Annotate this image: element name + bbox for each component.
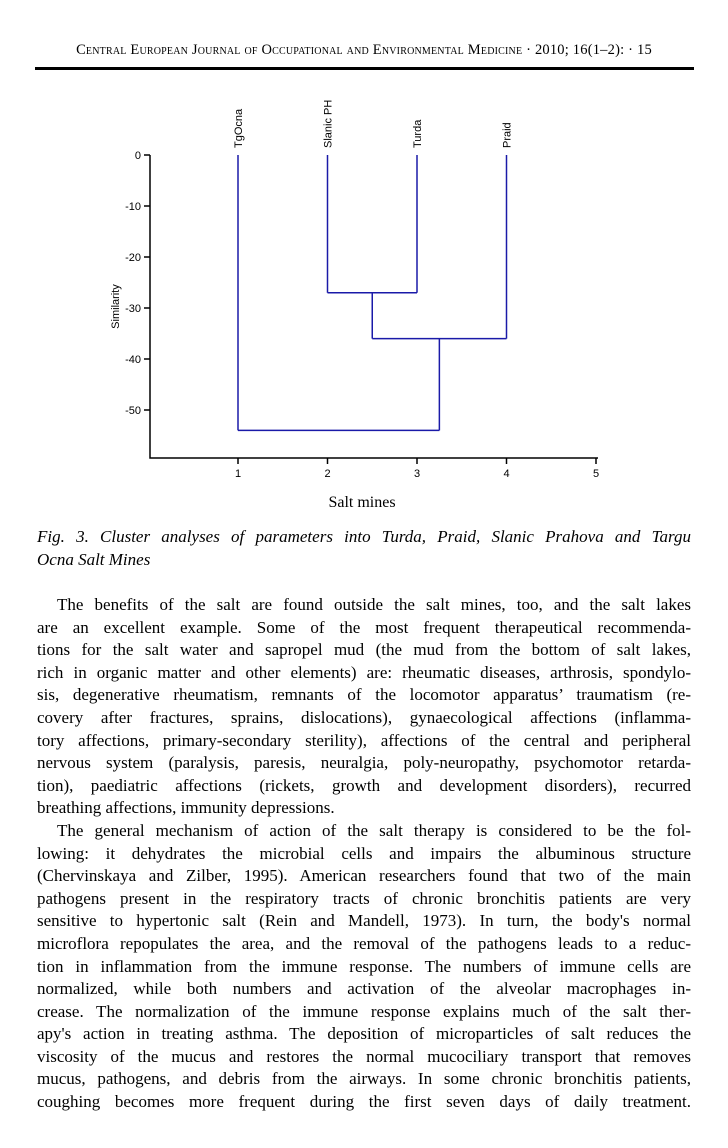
text-line: microflora repopulates the area, and the removal of the pathogens leads to a reduc- — [37, 933, 691, 953]
dendrogram-chart — [0, 88, 728, 528]
leaf-label: TgOcna — [233, 108, 245, 148]
y-tick-label: -40 — [125, 354, 141, 366]
text-line: The general mechanism of action of the salt therapy is considered to be the fol- — [57, 820, 691, 840]
paragraph-2 — [37, 820, 691, 1114]
y-tick-label: -20 — [125, 252, 141, 264]
x-tick-label: 5 — [592, 468, 600, 480]
x-tick-label: 2 — [324, 468, 331, 480]
figure-caption — [37, 526, 691, 571]
paragraph-1 — [37, 594, 691, 820]
x-tick-label: 1 — [234, 468, 242, 480]
x-tick-label: 4 — [503, 468, 510, 480]
text-line: nervous system (paralysis, paresis, neuralgia, poly-neuropathy, psychomotor retarda- — [37, 753, 691, 773]
text-line: Ocna Salt Mines — [37, 549, 151, 569]
y-axis-label: Similarity — [110, 284, 122, 329]
text-line: (Chervinskaya and Zilber, 1995). American researchers found that two of the main — [37, 866, 691, 886]
leaf-label: Praid — [501, 122, 514, 148]
x-axis-label: Salt mines — [328, 494, 396, 511]
text-line: tion), paediatric affections (rickets, growth and development disorders), recurred — [37, 775, 691, 795]
text-line: tion in inflammation from the immune response. The numbers of immune cells are — [37, 956, 691, 976]
text-line: sensitive to hypertonic salt (Rein and Mandell, 1973). In turn, the body's normal — [37, 911, 691, 931]
text-line: crease. The normalization of the immune response explains much of the salt ther- — [37, 1001, 691, 1021]
text-line: The benefits of the salt are found outside the salt mines, too, and the salt lakes — [57, 595, 691, 614]
text-line: coughing becomes more frequent during the first seven days of daily treatment. — [37, 1092, 691, 1112]
dendrogram-linkage — [238, 155, 507, 430]
text-line: viscosity of the mucus and restores the normal mucociliary transport that removes — [37, 1046, 691, 1066]
article-body — [37, 594, 691, 1114]
y-tick-label: 0 — [134, 150, 141, 162]
text-line: rich in organic matter and other elements) are: rheumatic diseases, arthrosis, spondylo- — [37, 662, 691, 682]
text-line: breathing affections, immunity depressions. — [37, 798, 335, 818]
x-tick-label: 3 — [413, 468, 421, 480]
text-line: tory affections, primary-secondary sterility), affections of the central and peripheral — [37, 730, 691, 750]
text-line: apy's action in treating asthma. The deposition of microparticles of salt reduces the — [37, 1024, 691, 1044]
axes — [150, 155, 598, 458]
text-line: covery after fractures, sprains, dislocations), gynaecological affections (inflamma- — [37, 707, 691, 727]
text-line: pathogens present in the respiratory tracts of chronic bronchitis patients are very — [37, 888, 691, 908]
journal-header-text: Central European Journal of Occupational and Environmental Medicine · 2010; 16(1–2): · 15 — [76, 42, 652, 58]
y-tick-label: -10 — [125, 201, 141, 213]
text-line: tions for the salt water and sapropel mud (the mud from the bottom of salt lakes, — [37, 640, 691, 660]
text-line: are an excellent example. Some of the most frequent therapeutical recommenda- — [37, 617, 691, 637]
y-tick-label: -50 — [125, 405, 141, 417]
y-tick-label: -30 — [125, 303, 141, 315]
header-rule — [35, 67, 694, 70]
text-line: sis, degenerative rheumatism, remnants of the locomotor apparatus’ traumatism (re- — [37, 685, 691, 705]
text-line: normalized, while both numbers and activation of the alveolar macrophages in- — [37, 979, 691, 999]
text-line: lowing: it dehydrates the microbial cells and impairs the albuminous structure — [37, 843, 691, 863]
text-line: mucus, pathogens, and debris from the airways. In some chronic bronchitis patients, — [37, 1069, 691, 1089]
leaf-label: Slanic PH — [322, 99, 335, 148]
leaf-label: Turda — [412, 119, 424, 148]
text-line: Fig. 3. Cluster analyses of parameters into Turda, Praid, Slanic Prahova and Targu — [37, 527, 691, 546]
